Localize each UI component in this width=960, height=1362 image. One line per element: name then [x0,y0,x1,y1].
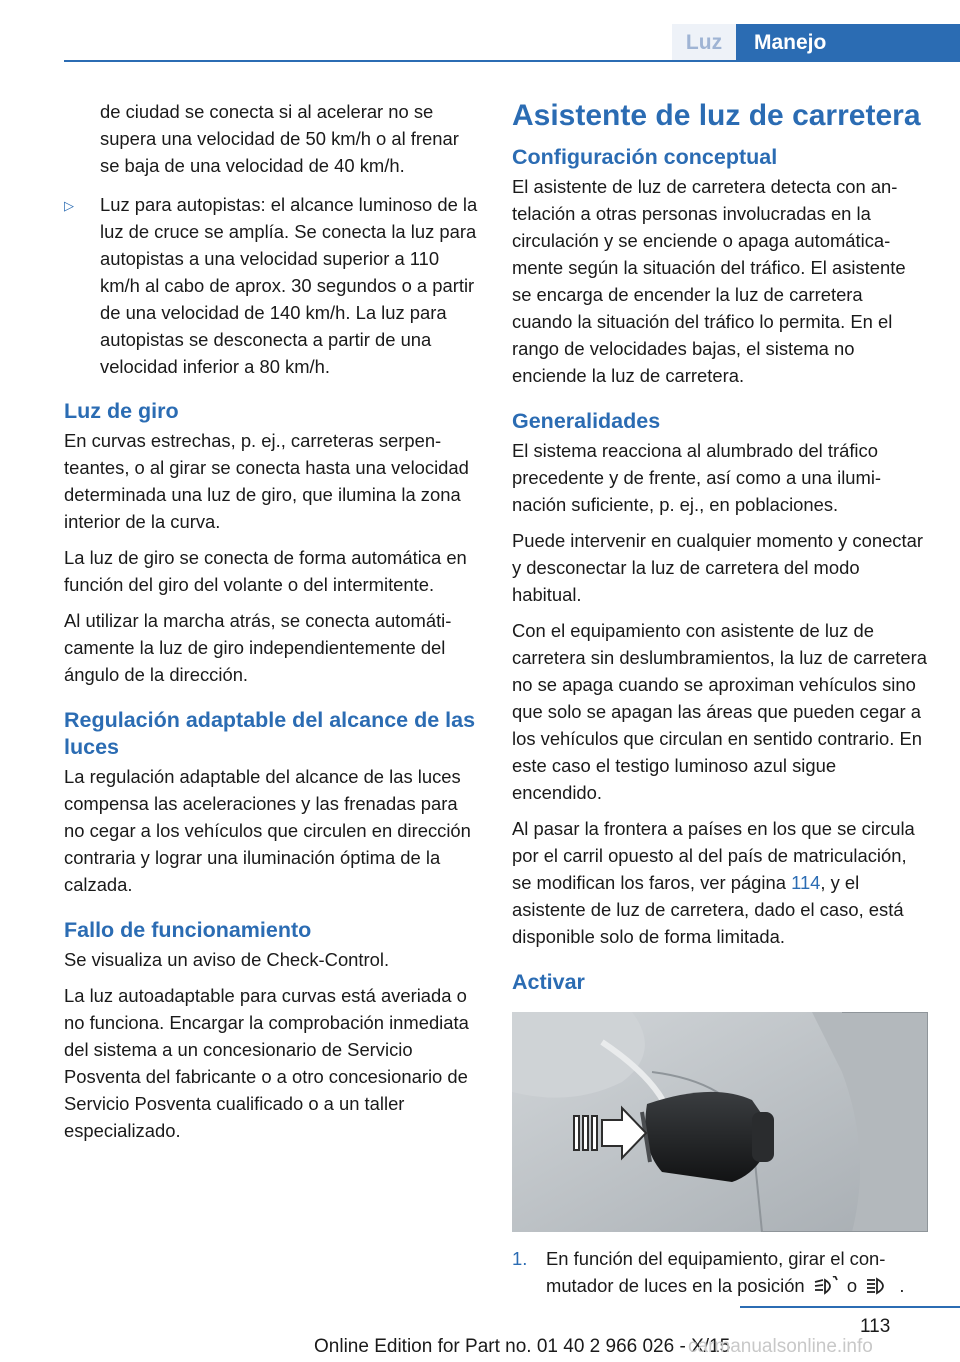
step-number: 1. [512,1248,528,1269]
step-item [512,1245,928,1303]
paragraph [512,815,928,950]
list-item-highway-light [64,191,480,380]
heading-malfunction: Fallo de funcionamiento [64,918,312,942]
light-switch-figure [512,1012,928,1232]
paragraph: Al utilizar la marcha atrás, se conecta automáticamente la luz de giro independientemente del ángulo de la dirección. [64,610,452,685]
light-switch-illustration [512,1012,928,1232]
heading-turn-light: Luz de giro [64,399,179,423]
header-rule [64,60,960,62]
footer-rule [740,1306,960,1308]
paragraph: Se visualiza un aviso de Check-Control. [64,949,390,970]
paragraph: La luz de giro se conecta de forma automática en función del giro del volante o del intermitente. [64,547,467,595]
step-text-part: . [894,1275,905,1296]
paragraph-text: Al pasar la frontera a países en los que se circula por el carril opuesto al del país de matriculación, se modifican los faros, ver página [512,818,915,893]
paragraph: La luz autoadaptable para curvas está averiada o no funciona. Encargar la comprobación inmediata del sistema a un concesionario de Servicio Posventa del fabricante o a otro concesionario de Servicio Posventa cualificado o a un taller especializado. [64,985,469,1141]
watermark: carmanualsonline.info [688,1336,873,1357]
continued-list-text: de ciudad se conecta si al acelerar no se supera una velocidad de 50 km/h o al frenar se baja de una velocidad de 40 km/h. [100,101,459,176]
paragraph: El sistema reacciona al alumbrado del tráfico precedente y de frente, así como a una iluminación suficiente, p. ej., en poblaciones. [512,440,882,515]
heading-general: Generalidades [512,409,661,433]
paragraph: Con el equipamiento con asistente de luz de carretera sin deslumbramientos, la luz de carretera no se apaga cuando se aproximan vehículos sino que solo se apagan las áreas que pueden cegar a los vehículos que circulan en sentido contrario. En este caso el testigo luminoso azul sigue encendido. [512,620,927,803]
edition-note: Online Edition for Part no. 01 40 2 966 026 - X/15 [314,1336,731,1357]
step-text [546,1245,928,1303]
section-title: Asistente de luz de carretera [512,99,921,132]
bullet-triangle-icon: ▷ [64,198,74,213]
page-number: 113 [860,1316,891,1337]
paragraph: El asistente de luz de carretera detecta con antelación a otras personas involucradas en la circulación y se enciende o apaga automáticamente según la situación del tráfico. El asistente se encarga de encender la luz de carretera cuando la situación del tráfico lo permita. En el rango de velocidades bajas, el sistema no enciende la luz de carretera. [512,176,906,386]
left-column [64,98,480,1153]
header-section-tab: Luz [672,24,736,61]
step-text-part: En función del equipamiento, girar el conmutador de luces en la posición [546,1248,886,1296]
right-column [512,98,928,1303]
header-chapter-tab: Manejo [736,24,960,61]
high-beam-icon [865,1276,891,1303]
paragraph-text: , y el asistente de luz de carretera, dado el caso, está disponible solo de forma limitada. [512,872,904,947]
list-item-text: Luz para autopistas: el alcance luminoso de la luz de cruce se amplía. Se conecta la luz para autopistas a una velocidad superior a 110 km/h al cabo de aprox. 30 segundos o a partir de una velocidad de 140 km/h. La luz para autopistas se desconecta a partir de una velocidad inferior a 80 km/h. [100,194,478,377]
heading-concept: Configuración conceptual [512,145,778,169]
auto-high-beam-icon [813,1276,839,1303]
paragraph: En curvas estrechas, p. ej., carreteras serpenteantes, o al girar se conecta hasta una velocidad determinada una luz de giro, que ilumina la zona interior de la curva. [64,430,469,532]
paragraph: La regulación adaptable del alcance de las luces compensa las aceleraciones y las frenadas para no cegar a los vehículos que circulen en dirección contraria y lograr una iluminación óptima de la calzada. [64,766,471,895]
heading-activate: Activar [512,970,585,994]
heading-adaptive-range: Regulación adaptable del alcance de las luces [64,708,476,759]
step-text-part: o [841,1275,863,1296]
paragraph: Puede intervenir en cualquier momento y conectar y desconectar la luz de carretera del modo habitual. [512,530,923,605]
page-link[interactable]: 114 [791,872,821,893]
